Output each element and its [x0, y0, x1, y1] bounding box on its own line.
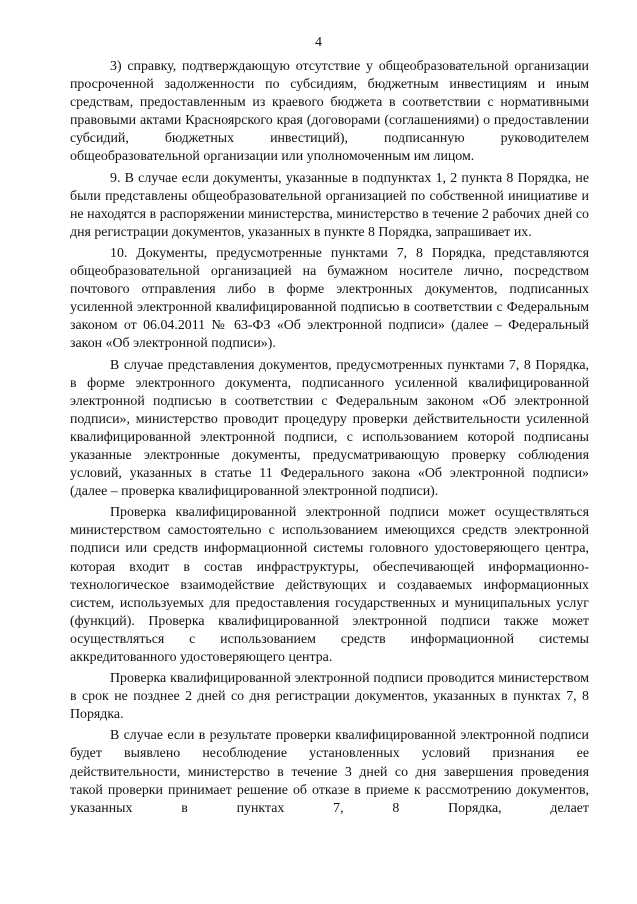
document-body	[70, 58, 589, 821]
paragraph-electronic-submission: В случае представления документов, предусмотренных пунктами 7, 8 Порядка, в форме электронного документа, подписанного усиленной квалифицированной электронной подписью в соответствии с Федеральным законом «Об электронной подписи», министерство проводит процедуру проверки действительности усиленной квалифицированной электронной подписи, с использованием которой подписаны указанные электронные документы, предусматривающую проверку соблюдения условий, указанных в статье 11 Федерального закона «Об электронной подписи» (далее – проверка квалифицированной электронной подписи).	[70, 357, 589, 500]
paragraph-signature-verification: Проверка квалифицированной электронной подписи может осуществляться министерством самостоятельно с использованием имеющихся средств электронной подписи или средств информационной системы головного удостоверяющего центра, которая входит в состав инфраструктуры, обеспечивающей информационно-технологическое взаимодействие действующих и создаваемых информационных систем, используемых для предоставления государственных и муниципальных услуг (функций). Проверка квалифицированной электронной подписи также может осуществляться с использованием средств информационной системы аккредитованного удостоверяющего центра.	[70, 505, 589, 665]
paragraph-verification-deadline: Проверка квалифицированной электронной подписи проводится министерством в срок не позднее 2 дней со дня регистрации документов, указанных в пунктах 7, 8 Порядка.	[70, 671, 589, 723]
paragraph-verification-failure: В случае если в результате проверки квалифицированной электронной подписи будет выявлено несоблюдение установленных условий признания ее действительности, министерство в течение 3 дней со дня завершения проведения такой проверки принимает решение об отказе в приеме к рассмотрению документов, указанных в пунктах 7, 8 Порядка, делает	[70, 728, 589, 816]
paragraph-certificate-no-debt: 3) справку, подтверждающую отсутствие у общеобразовательной организации просроченной задолженности по субсидиям, бюджетным инвестициям и иным средствам, предоставленным из краевого бюджета в соответствии с нормативными правовыми актами Красноярского края (договорами (соглашениями) о предоставлении субсидий, бюджетных инвестиций), подписанную руководителем общеобразовательной организации или уполномоченным им лицом.	[70, 59, 589, 165]
paragraph-item-10: 10. Документы, предусмотренные пунктами 7, 8 Порядка, представляются общеобразовательной организацией на бумажном носителе лично, посредством почтового отправления либо в форме электронных документов, подписанных усиленной электронной квалифицированной подписью в соответствии с Федеральным законом от 06.04.2011 № 63-ФЗ «Об электронной подписи» (далее – Федеральный закон «Об электронной подписи»).	[70, 245, 589, 352]
paragraph-item-9: 9. В случае если документы, указанные в подпунктах 1, 2 пункта 8 Порядка, не были представлены общеобразовательной организацией по собственной инициативе и не находятся в распоряжении министерства, министерство в течение 2 рабочих дней со дня регистрации документов, указанных в пункте 8 Порядка, запрашивает их.	[70, 170, 589, 240]
page-number: 4	[315, 35, 322, 50]
